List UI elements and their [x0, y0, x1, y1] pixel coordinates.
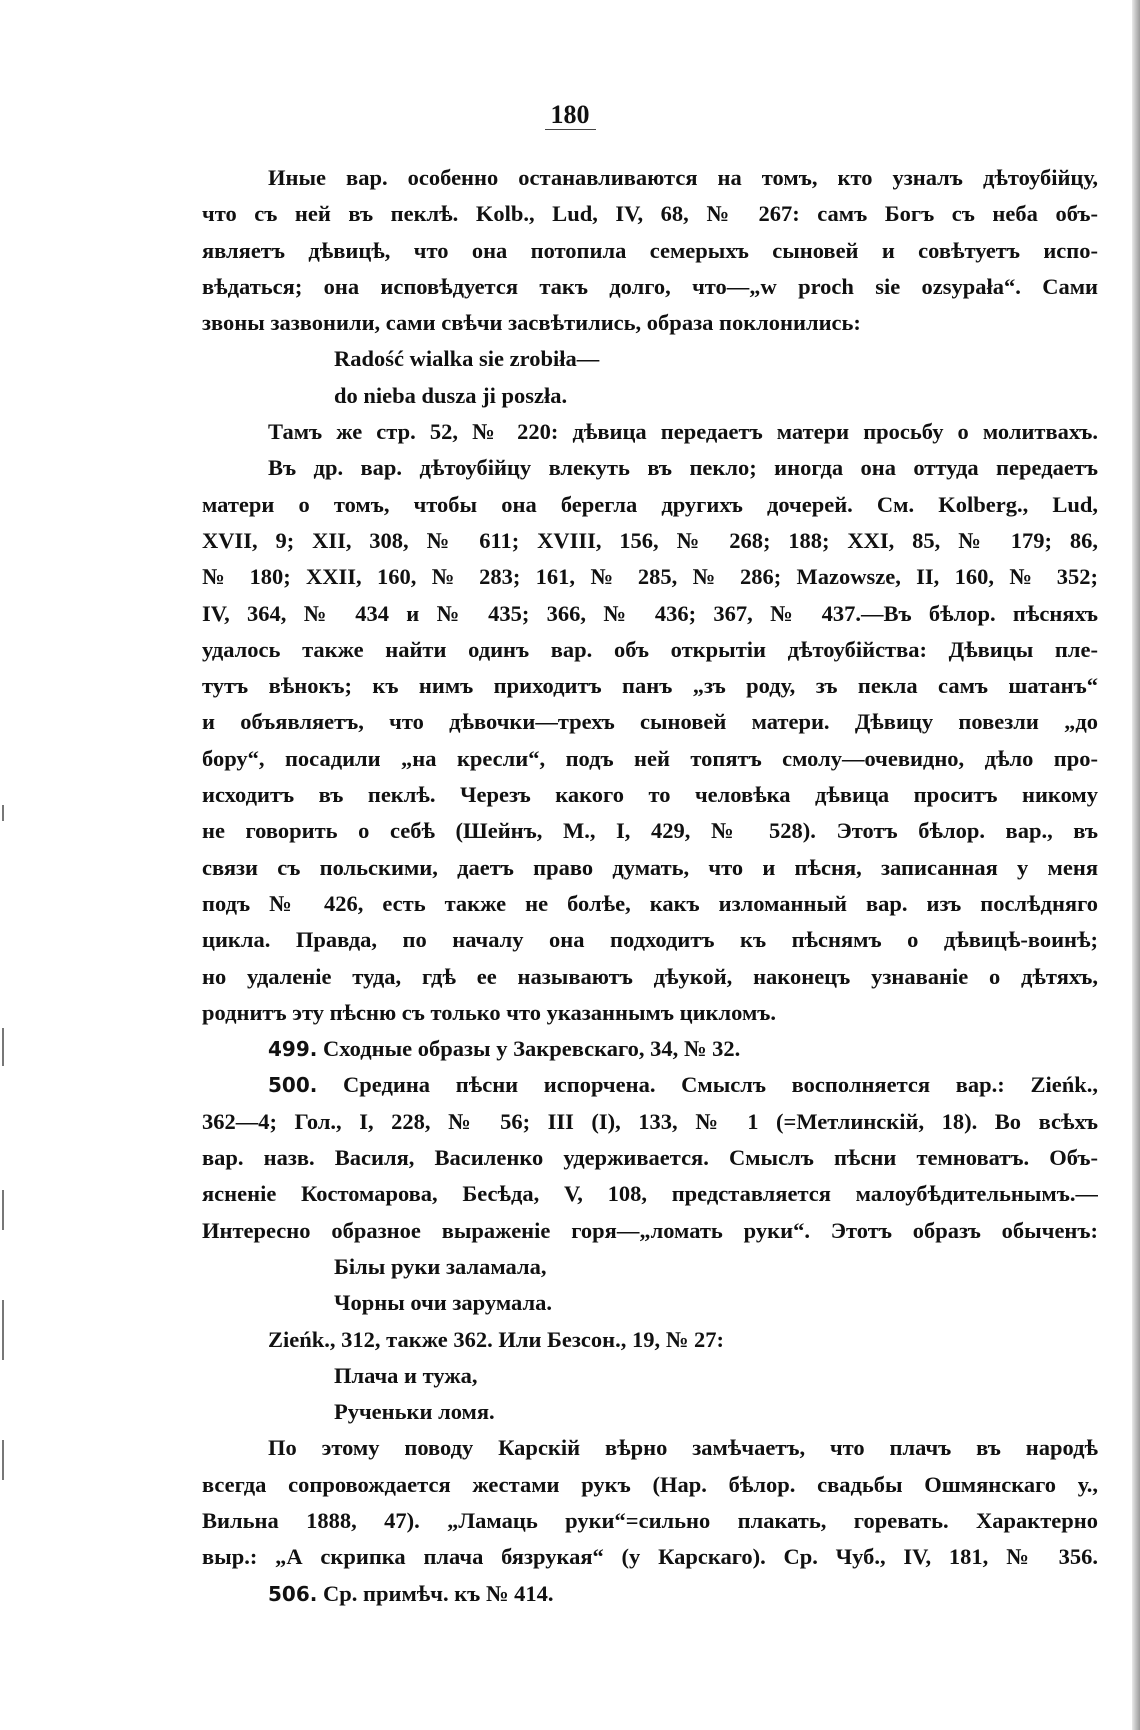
line-text: всегда сопровождается жестами рукъ (Нар. бѣлор. свадьбы Ошмянскаго у., — [202, 1471, 1098, 1497]
line-text: Білы руки заламала, — [334, 1253, 547, 1279]
line-text: что съ ней въ пеклѣ. Kolb., Lud, IV, 68, № 267: самъ Богъ съ неба объ- — [202, 201, 1098, 227]
body-text — [202, 160, 1098, 1612]
line-text: роднитъ эту пѣсню съ только что указаннымъ цикломъ. — [202, 999, 777, 1025]
text-line — [202, 1176, 1098, 1212]
text-line — [202, 1539, 1098, 1575]
line-text: Ср. примѣч. къ № 414. — [317, 1580, 554, 1606]
line-text: бору“, посадили „на кресли“, подъ ней топятъ смолу—очевидно, дѣло про- — [202, 745, 1098, 771]
text-line — [202, 1322, 1098, 1358]
text-line — [202, 813, 1098, 849]
text-line — [202, 1576, 1098, 1612]
line-text: вар. назв. Василя, Василенко удерживается. Смыслъ пѣсни темноватъ. Объ- — [202, 1145, 1098, 1171]
note-number: 506. — [268, 1581, 318, 1606]
line-text: По этому поводу Карскій вѣрно замѣчаетъ, что плачъ въ народѣ — [268, 1435, 1098, 1461]
text-line — [202, 886, 1098, 922]
verse-line — [202, 1285, 1098, 1321]
line-text: ясненіе Костомарова, Бесѣда, V, 108, представляется малоубѣдительнымъ.— — [202, 1181, 1098, 1207]
line-text: не говорить о себѣ (Шейнъ, М., I, 429, № 528). Этотъ бѣлор. вар., въ — [202, 818, 1098, 844]
line-text: XVII, 9; XII, 308, № 611; XVIII, 156, № 268; 188; XXI, 85, № 179; 86, — [202, 527, 1098, 553]
text-line — [202, 269, 1098, 305]
text-line — [202, 196, 1098, 232]
verse-line — [202, 1249, 1098, 1285]
text-line — [202, 777, 1098, 813]
line-text: вѣдаться; она исповѣдуется такъ долго, что—„w proch sie ozsypała“. Сами — [202, 273, 1098, 299]
line-text: удалось также найти одинъ вар. объ открытіи дѣтоубійства: Дѣвицы пле- — [202, 636, 1098, 662]
note-number: 500. — [268, 1073, 318, 1098]
line-text: Вильна 1888, 47). „Ламаць руки“=сильно плакать, горевать. Характерно — [202, 1507, 1098, 1533]
line-text: Интересно образное выраженіе горя—„ломать руки“. Этотъ образъ обыченъ: — [202, 1217, 1098, 1243]
text-line — [202, 1031, 1098, 1067]
page-number-text: 180 — [545, 100, 596, 130]
text-line — [202, 1067, 1098, 1103]
line-text: Рученьки ломя. — [334, 1399, 495, 1425]
text-line — [202, 668, 1098, 704]
line-text: но удаленіе туда, гдѣ ее называютъ дѣукой, наконецъ узнаваніе о дѣтяхъ, — [202, 963, 1098, 989]
text-line — [202, 922, 1098, 958]
text-line — [202, 1213, 1098, 1249]
line-text: Средина пѣсни испорчена. Смыслъ восполняется вар.: Zieńk., — [317, 1072, 1098, 1098]
verse-line — [202, 1394, 1098, 1430]
line-text: тутъ вѣнокъ; къ нимъ приходитъ панъ „зъ роду, зъ пекла самъ шатанъ“ — [202, 673, 1098, 699]
text-line — [202, 450, 1098, 486]
line-text: Въ др. вар. дѣтоубійцу влекуть въ пекло; иногда она оттуда передаетъ — [268, 455, 1098, 481]
text-line — [202, 995, 1098, 1031]
page-edge-shadow — [1132, 0, 1140, 1730]
line-text: Radość wialka sie zrobiła— — [334, 346, 600, 372]
text-line — [202, 559, 1098, 595]
verse-line — [202, 341, 1098, 377]
line-text: Тамъ же стр. 52, № 220: дѣвица передаетъ матери просьбу о молитвахъ. — [268, 419, 1098, 445]
text-line — [202, 596, 1098, 632]
text-line — [202, 487, 1098, 523]
line-text: Иные вар. особенно останавливаются на томъ, кто узналъ дѣтоубійцу, — [268, 165, 1098, 190]
text-line — [202, 632, 1098, 668]
line-text: выр.: „А скрипка плача бязрукая“ (у Карскаго). Ср. Чуб., IV, 181, № 356. — [202, 1544, 1098, 1570]
line-text: Сходные образы у Закревскаго, 34, № 32. — [317, 1036, 741, 1062]
line-text: являетъ дѣвицѣ, что она потопила семерыхъ сыновей и совѣтуетъ испо- — [202, 237, 1098, 263]
text-line — [202, 160, 1098, 196]
text-line — [202, 850, 1098, 886]
verse-line — [202, 1358, 1098, 1394]
line-text: матери о томъ, чтобы она берегла другихъ дочерей. См. Kolberg., Lud, — [202, 491, 1098, 517]
line-text: IV, 364, № 434 и № 435; 366, № 436; 367, № 437.—Въ бѣлор. пѣсняхъ — [202, 600, 1098, 626]
text-line — [202, 523, 1098, 559]
line-text: 362—4; Гол., I, 228, № 56; III (I), 133, № 1 (=Метлинскій, 18). Во всѣхъ — [202, 1108, 1098, 1134]
line-text: исходитъ въ пеклѣ. Черезъ какого то человѣка дѣвица проситъ никому — [202, 782, 1098, 808]
page-number — [0, 100, 1140, 130]
line-text: Чорны очи зарумала. — [334, 1290, 552, 1316]
line-text: Плача и тужа, — [334, 1362, 478, 1388]
line-text: и объявляетъ, что дѣвочки—трехъ сыновей матери. Дѣвицу повезли „до — [202, 709, 1098, 735]
text-line — [202, 1140, 1098, 1176]
note-number: 499. — [268, 1037, 318, 1062]
left-margin-marks — [0, 0, 14, 1730]
text-line — [202, 704, 1098, 740]
text-line — [202, 741, 1098, 777]
line-text: Zieńk., 312, также 362. Или Безсон., 19, № 27: — [268, 1326, 724, 1352]
text-line — [202, 414, 1098, 450]
text-line — [202, 305, 1098, 341]
line-text: звоны зазвонили, сами свѣчи засвѣтились, образа поклонились: — [202, 310, 861, 336]
line-text: № 180; XXII, 160, № 283; 161, № 285, № 286; Mazowsze, II, 160, № 352; — [202, 564, 1098, 590]
line-text: подъ № 426, есть также не болѣе, какъ изломанный вар. изъ послѣдняго — [202, 890, 1098, 916]
text-line — [202, 959, 1098, 995]
text-line — [202, 1104, 1098, 1140]
line-text: связи съ польскими, даетъ право думать, что и пѣсня, записанная у меня — [202, 854, 1098, 880]
text-line — [202, 1503, 1098, 1539]
line-text: цикла. Правда, по началу она подходитъ къ пѣснямъ о дѣвицѣ-воинѣ; — [202, 927, 1098, 953]
text-line — [202, 233, 1098, 269]
text-line — [202, 1430, 1098, 1466]
verse-line — [202, 378, 1098, 414]
text-line — [202, 1467, 1098, 1503]
line-text: do nieba dusza ji poszła. — [334, 382, 568, 408]
